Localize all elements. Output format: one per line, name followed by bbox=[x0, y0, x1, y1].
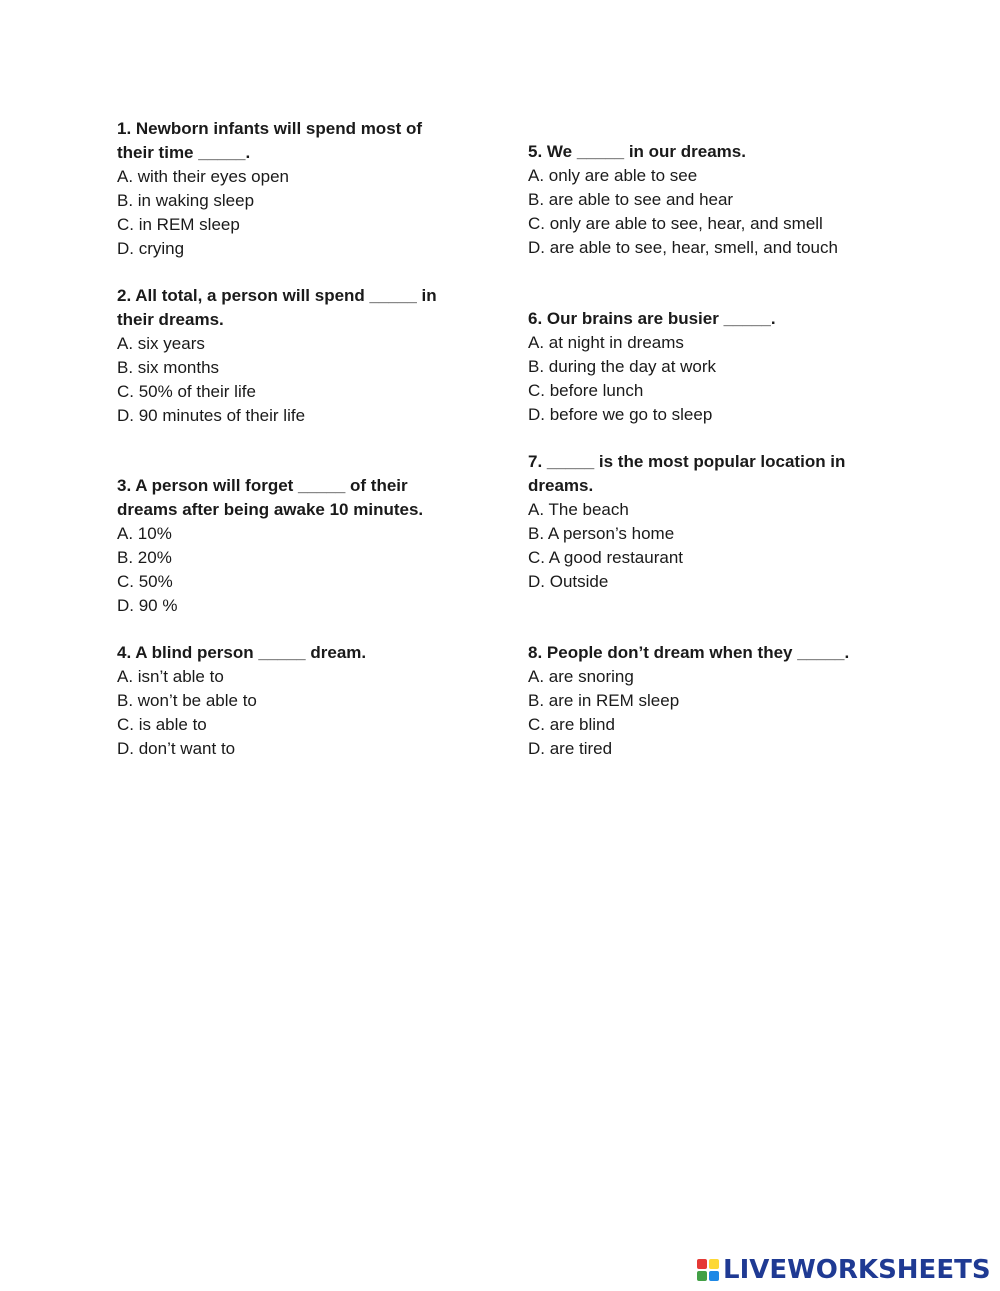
option-d[interactable]: D. don’t want to bbox=[117, 739, 236, 758]
option-c[interactable]: C. before lunch bbox=[528, 381, 644, 400]
option-d[interactable]: D. Outside bbox=[528, 572, 609, 591]
question-4 bbox=[117, 641, 457, 761]
logo-text: LIVEWORKSHEETS bbox=[723, 1255, 991, 1285]
question-text: 8. People don’t dream when they _____. bbox=[528, 643, 850, 662]
question-3 bbox=[117, 474, 457, 618]
logo-block bbox=[697, 1259, 707, 1269]
logo-block bbox=[709, 1271, 719, 1281]
option-d[interactable]: D. 90 minutes of their life bbox=[117, 406, 306, 425]
option-c[interactable]: C. only are able to see, hear, and smell bbox=[528, 214, 823, 233]
question-6 bbox=[528, 307, 888, 427]
logo-blocks-icon bbox=[697, 1259, 719, 1281]
question-text: 7. _____ is the most popular location in dreams. bbox=[528, 452, 846, 495]
option-a[interactable]: A. only are able to see bbox=[528, 166, 698, 185]
question-7 bbox=[528, 450, 888, 594]
option-b[interactable]: B. are in REM sleep bbox=[528, 691, 680, 710]
option-b[interactable]: B. during the day at work bbox=[528, 357, 717, 376]
liveworksheets-logo bbox=[697, 1253, 991, 1287]
option-a[interactable]: A. isn’t able to bbox=[117, 667, 224, 686]
option-c[interactable]: C. A good restaurant bbox=[528, 548, 683, 567]
option-d[interactable]: D. crying bbox=[117, 239, 185, 258]
option-b[interactable]: B. in waking sleep bbox=[117, 191, 255, 210]
option-b[interactable]: B. won’t be able to bbox=[117, 691, 257, 710]
option-b[interactable]: B. six months bbox=[117, 358, 220, 377]
question-2 bbox=[117, 284, 457, 428]
question-8 bbox=[528, 641, 888, 761]
option-c[interactable]: C. are blind bbox=[528, 715, 615, 734]
question-text: 2. All total, a person will spend _____ in their dreams. bbox=[117, 286, 437, 329]
option-a[interactable]: A. six years bbox=[117, 334, 205, 353]
option-d[interactable]: D. are tired bbox=[528, 739, 613, 758]
question-text: 5. We _____ in our dreams. bbox=[528, 142, 746, 161]
option-b[interactable]: B. 20% bbox=[117, 548, 172, 567]
question-text: 3. A person will forget _____ of their dreams after being awake 10 minutes. bbox=[117, 476, 424, 519]
option-d[interactable]: D. before we go to sleep bbox=[528, 405, 713, 424]
option-c[interactable]: C. 50% of their life bbox=[117, 382, 256, 401]
option-c[interactable]: C. in REM sleep bbox=[117, 215, 240, 234]
option-a[interactable]: A. are snoring bbox=[528, 667, 634, 686]
question-1 bbox=[117, 117, 457, 261]
question-text: 1. Newborn infants will spend most of their time _____. bbox=[117, 119, 423, 162]
option-d[interactable]: D. are able to see, hear, smell, and touch bbox=[528, 238, 838, 257]
question-5 bbox=[528, 140, 888, 260]
option-a[interactable]: A. 10% bbox=[117, 524, 172, 543]
option-a[interactable]: A. with their eyes open bbox=[117, 167, 289, 186]
option-d[interactable]: D. 90 % bbox=[117, 596, 178, 615]
logo-block bbox=[697, 1271, 707, 1281]
question-text: 4. A blind person _____ dream. bbox=[117, 643, 367, 662]
option-b[interactable]: B. are able to see and hear bbox=[528, 190, 734, 209]
option-a[interactable]: A. at night in dreams bbox=[528, 333, 684, 352]
option-a[interactable]: A. The beach bbox=[528, 500, 629, 519]
option-c[interactable]: C. 50% bbox=[117, 572, 173, 591]
logo-block bbox=[709, 1259, 719, 1269]
option-b[interactable]: B. A person’s home bbox=[528, 524, 675, 543]
option-c[interactable]: C. is able to bbox=[117, 715, 207, 734]
question-text: 6. Our brains are busier _____. bbox=[528, 309, 776, 328]
